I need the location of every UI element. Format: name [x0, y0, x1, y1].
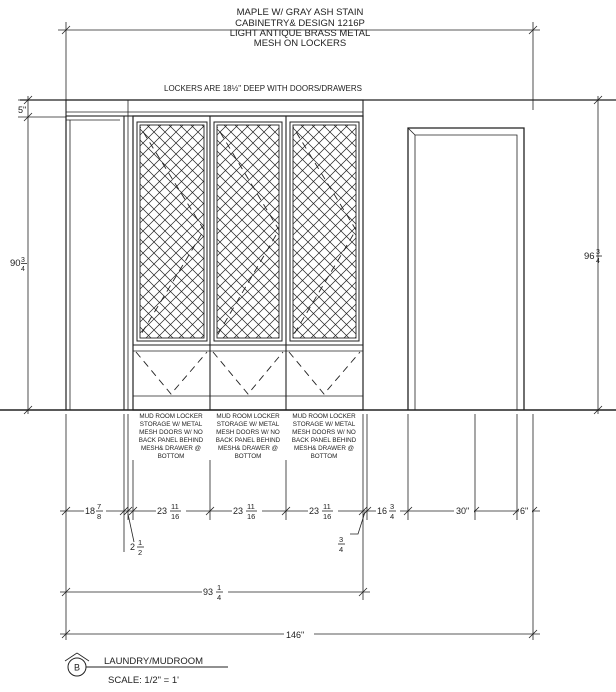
svg-text:16: 16	[377, 506, 388, 516]
svg-text:MUD ROOM LOCKER: MUD ROOM LOCKER	[139, 413, 203, 420]
svg-text:MESH DOORS W/ NO: MESH DOORS W/ NO	[216, 429, 280, 436]
crown-molding	[66, 100, 363, 116]
svg-text:1: 1	[138, 538, 143, 547]
svg-text:8: 8	[97, 512, 102, 521]
svg-text:11: 11	[323, 502, 331, 511]
svg-text:STORAGE W/ METAL: STORAGE W/ METAL	[139, 421, 203, 428]
svg-text:4: 4	[390, 512, 395, 521]
dim-6	[519, 504, 532, 518]
svg-text:23: 23	[157, 506, 168, 516]
svg-text:STORAGE W/ METAL: STORAGE W/ METAL	[216, 421, 280, 428]
left-bench-section	[66, 116, 128, 410]
svg-text:4: 4	[217, 593, 222, 602]
svg-text:23: 23	[233, 506, 244, 516]
locker-note-3	[292, 413, 357, 460]
svg-text:11: 11	[171, 502, 179, 511]
drawing-scale: SCALE: 1/2" = 1'	[108, 675, 179, 686]
dim-2-1-2	[128, 514, 144, 557]
subtotal-dimension	[60, 583, 370, 602]
svg-text:11: 11	[247, 502, 255, 511]
svg-text:23: 23	[309, 506, 320, 516]
svg-text:16: 16	[323, 512, 332, 521]
dim-18-7-8	[84, 502, 106, 521]
svg-text:MESH DOORS W/ NO: MESH DOORS W/ NO	[139, 429, 203, 436]
left-height-whole: 90	[10, 258, 21, 269]
locker-door-2	[214, 122, 282, 341]
total-width: 146"	[286, 630, 305, 640]
dim-16-3-4	[376, 502, 400, 521]
header-line-1: MAPLE W/ GRAY ASH STAIN	[236, 7, 364, 18]
svg-text:18: 18	[85, 506, 96, 516]
svg-text:4: 4	[339, 545, 344, 554]
svg-text:BACK PANEL BEHIND: BACK PANEL BEHIND	[291, 437, 357, 444]
locker-door-3	[290, 122, 359, 341]
title-block	[65, 653, 228, 686]
header-line-4: MESH ON LOCKERS	[253, 38, 347, 49]
svg-text:MUD ROOM LOCKER: MUD ROOM LOCKER	[292, 413, 356, 420]
svg-text:BOTTOM: BOTTOM	[234, 453, 262, 460]
left-height-dimension	[10, 96, 66, 414]
lockers-depth-note: LOCKERS ARE 18½" DEEP WITH DOORS/DRAWERS	[164, 84, 362, 93]
svg-text:2: 2	[130, 542, 136, 552]
drawing-title: LAUNDRY/MUDROOM	[104, 656, 204, 667]
locker-note-1	[139, 413, 204, 460]
subtotal-whole: 93	[203, 587, 214, 597]
svg-text:3: 3	[339, 535, 344, 544]
svg-text:BACK PANEL BEHIND: BACK PANEL BEHIND	[138, 437, 204, 444]
svg-text:6": 6"	[520, 506, 529, 516]
svg-text:3: 3	[596, 249, 600, 256]
dim-30	[454, 504, 474, 518]
header-line-2: CABINETRY& DESIGN 1216P	[235, 18, 365, 29]
svg-text:4: 4	[596, 258, 600, 265]
right-height-whole: 96	[584, 251, 595, 262]
locker-notes	[139, 413, 357, 460]
locker-drawers	[136, 352, 360, 394]
dim-23-11-16-c	[308, 502, 338, 521]
dim-23-11-16-a	[156, 502, 186, 521]
doorway	[408, 128, 524, 410]
svg-text:MESH& DRAWER @: MESH& DRAWER @	[217, 445, 279, 452]
width-labels	[84, 502, 532, 557]
svg-text:BOTTOM: BOTTOM	[157, 453, 185, 460]
svg-text:BACK PANEL BEHIND: BACK PANEL BEHIND	[215, 437, 281, 444]
top-band-height: 5"	[18, 105, 27, 115]
left-height-frac-den: 4	[21, 266, 25, 273]
header-line-3: LIGHT ANTIQUE BRASS METAL	[229, 28, 371, 39]
locker-door-1	[137, 122, 207, 341]
svg-text:2: 2	[138, 548, 143, 557]
svg-text:7: 7	[97, 502, 102, 511]
svg-text:16: 16	[171, 512, 180, 521]
section-marker-letter: B	[73, 662, 81, 673]
total-dimension	[60, 628, 540, 641]
svg-text:30": 30"	[456, 506, 470, 516]
svg-text:STORAGE W/ METAL: STORAGE W/ METAL	[292, 421, 356, 428]
svg-text:BOTTOM: BOTTOM	[310, 453, 338, 460]
svg-text:3: 3	[390, 502, 395, 511]
header-note	[230, 7, 371, 49]
svg-text:MESH& DRAWER @: MESH& DRAWER @	[293, 445, 355, 452]
svg-text:16: 16	[247, 512, 256, 521]
locker-note-2	[216, 413, 281, 460]
dim-3-4	[338, 512, 365, 554]
dim-23-11-16-b	[232, 502, 262, 521]
svg-text:1: 1	[217, 583, 222, 592]
svg-text:MESH DOORS W/ NO: MESH DOORS W/ NO	[292, 429, 356, 436]
left-height-frac: 3	[21, 257, 25, 264]
svg-text:MUD ROOM LOCKER: MUD ROOM LOCKER	[216, 413, 280, 420]
right-height-dimension	[584, 96, 602, 414]
svg-text:MESH& DRAWER @: MESH& DRAWER @	[140, 445, 202, 452]
